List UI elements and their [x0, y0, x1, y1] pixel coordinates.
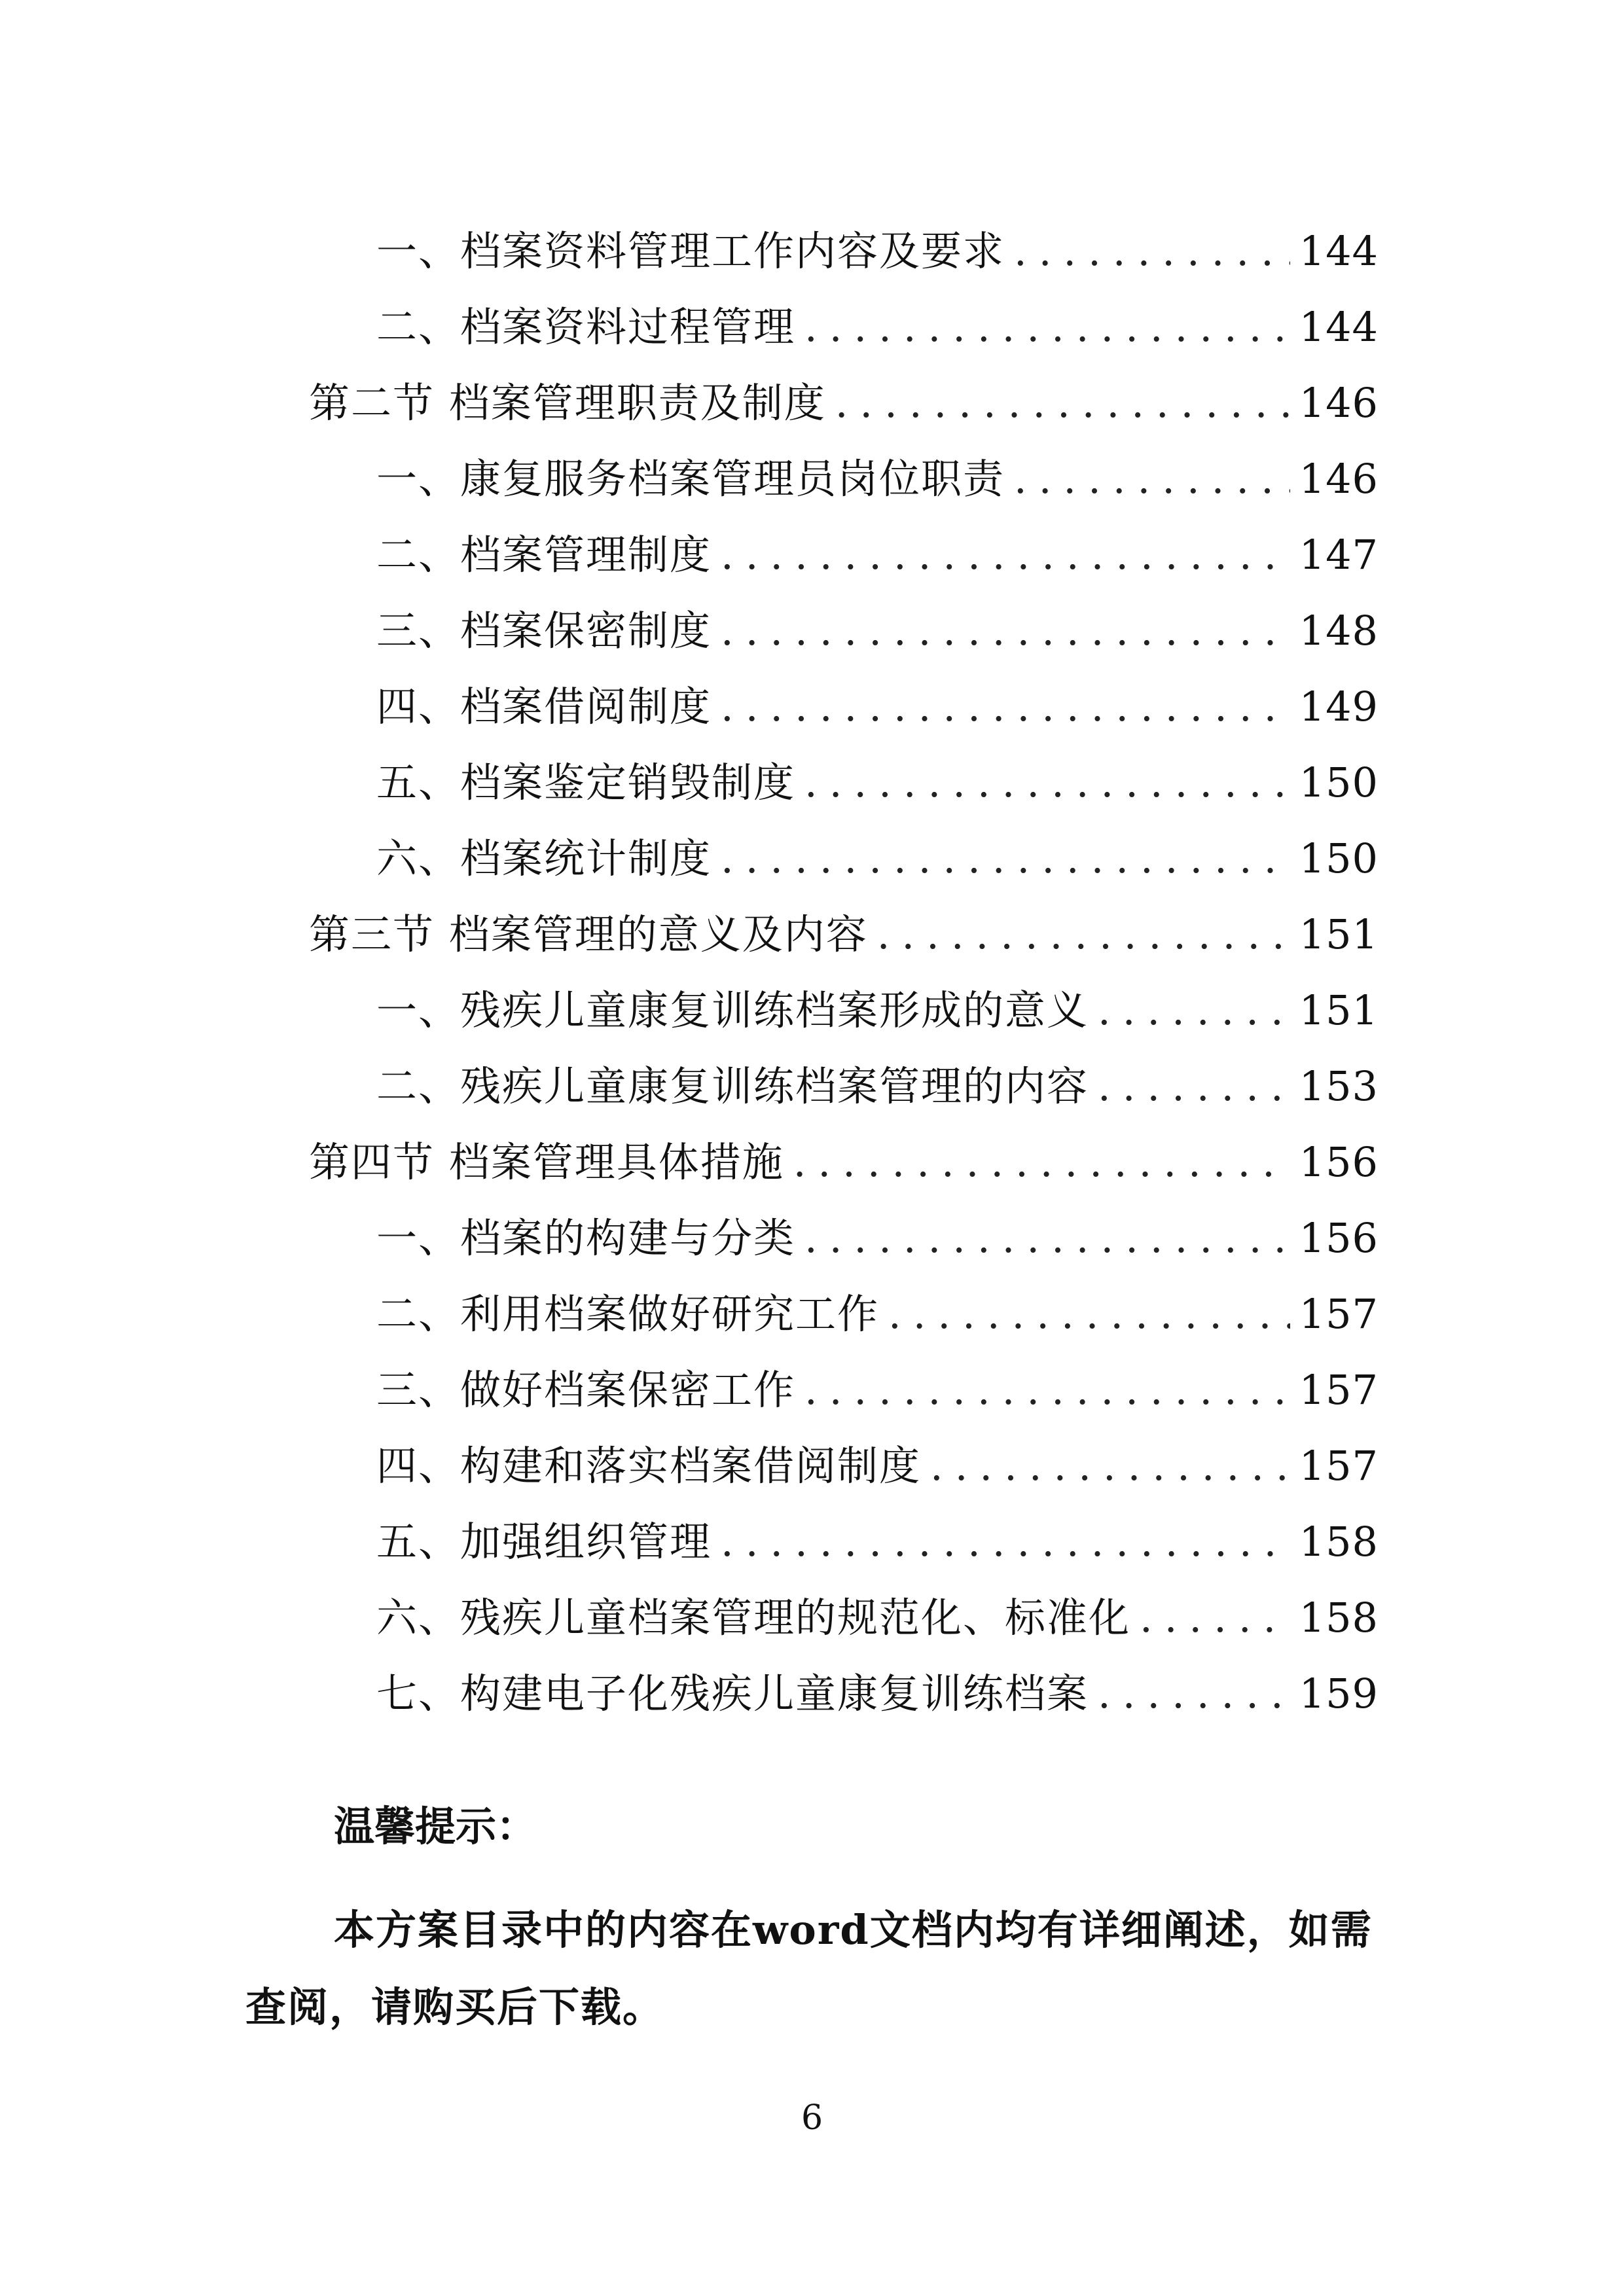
toc-dot-leader	[721, 838, 1290, 879]
toc-entry[interactable]	[376, 1421, 1379, 1490]
toc-section-entry[interactable]	[309, 358, 1379, 427]
toc-entry[interactable]	[376, 814, 1379, 882]
toc-entry[interactable]	[376, 434, 1379, 503]
toc-entry-label: 二、残疾儿童康复训练档案管理的内容	[376, 1062, 1089, 1110]
toc-entry-page: 158	[1299, 1518, 1379, 1566]
toc-dot-leader	[877, 914, 1290, 955]
toc-entry-page: 148	[1299, 607, 1379, 655]
toc-entry-label: 第四节 档案管理具体措施	[309, 1138, 784, 1186]
toc-entry-page: 150	[1299, 834, 1379, 882]
toc-entry-page: 144	[1299, 227, 1379, 275]
toc-dot-leader	[1098, 1674, 1290, 1714]
toc-entry[interactable]	[376, 586, 1379, 655]
toc-entry[interactable]	[376, 1649, 1379, 1717]
toc-entry[interactable]	[376, 1345, 1379, 1414]
toc-entry[interactable]	[376, 1193, 1379, 1262]
toc-entry-label: 第三节 档案管理的意义及内容	[309, 910, 868, 958]
toc-entry-page: 146	[1299, 455, 1379, 503]
toc-entry-label: 一、档案的构建与分类	[376, 1214, 796, 1262]
toc-entry-page: 151	[1299, 986, 1379, 1034]
toc-section-entry[interactable]	[309, 889, 1379, 958]
toc-entry[interactable]	[376, 1269, 1379, 1338]
toc-dot-leader	[721, 535, 1290, 575]
toc-dot-leader	[804, 1370, 1290, 1410]
toc-dot-leader	[804, 762, 1290, 803]
toc-entry-page: 153	[1299, 1062, 1379, 1110]
toc-entry[interactable]	[376, 738, 1379, 806]
toc-entry[interactable]	[376, 1497, 1379, 1566]
toc-entry-page: 157	[1299, 1442, 1379, 1490]
note-title: 温馨提示：	[334, 1803, 537, 1850]
toc-entry-label: 三、档案保密制度	[376, 607, 712, 655]
toc-dot-leader	[793, 1142, 1290, 1183]
toc-entry[interactable]	[376, 206, 1379, 275]
toc-entry-page: 157	[1299, 1366, 1379, 1414]
toc-entry-page: 159	[1299, 1670, 1379, 1717]
toc-dot-leader	[1014, 459, 1290, 499]
toc-entry[interactable]	[376, 1573, 1379, 1641]
toc-dot-leader	[721, 611, 1290, 651]
toc-entry-label: 七、构建电子化残疾儿童康复训练档案	[376, 1670, 1089, 1717]
toc-entry-label: 五、加强组织管理	[376, 1518, 712, 1566]
toc-entry-label: 二、档案资料过程管理	[376, 303, 796, 351]
toc-entry-label: 第二节 档案管理职责及制度	[309, 379, 826, 427]
toc-entry[interactable]	[376, 510, 1379, 579]
toc-entry-page: 158	[1299, 1594, 1379, 1641]
toc-entry-page: 156	[1299, 1138, 1379, 1186]
toc-entry-page: 156	[1299, 1214, 1379, 1262]
toc-entry-label: 二、利用档案做好研究工作	[376, 1290, 880, 1338]
toc-entry-page: 150	[1299, 759, 1379, 806]
toc-entry[interactable]	[376, 282, 1379, 351]
toc-dot-leader	[721, 1522, 1290, 1562]
toc-entry-label: 四、构建和落实档案借阅制度	[376, 1442, 922, 1490]
toc-dot-leader	[835, 383, 1290, 423]
toc-dot-leader	[1098, 1066, 1290, 1107]
toc-entry-label: 一、档案资料管理工作内容及要求	[376, 227, 1005, 275]
toc-dot-leader	[1098, 990, 1290, 1031]
note-body: 本方案目录中的内容在word文档内均有详细阐述，如需查阅，请购买后下载。	[245, 1906, 1373, 2031]
toc-entry[interactable]	[376, 1041, 1379, 1110]
toc-entry[interactable]	[376, 965, 1379, 1034]
toc-entry-page: 144	[1299, 303, 1379, 351]
toc-entry-label: 一、残疾儿童康复训练档案形成的意义	[376, 986, 1089, 1034]
toc-dot-leader	[1014, 231, 1290, 272]
toc-entry-label: 六、档案统计制度	[376, 834, 712, 882]
toc-entry-page: 157	[1299, 1290, 1379, 1338]
toc-dot-leader	[804, 307, 1290, 348]
toc-dot-leader	[721, 687, 1290, 727]
toc-dot-leader	[804, 1218, 1290, 1259]
toc-entry-page: 147	[1299, 531, 1379, 579]
toc-entry-page: 146	[1299, 379, 1379, 427]
toc-entry-page: 151	[1299, 910, 1379, 958]
toc-dot-leader	[930, 1446, 1290, 1486]
toc-entry-label: 一、康复服务档案管理员岗位职责	[376, 455, 1005, 503]
toc-entry-label: 四、档案借阅制度	[376, 683, 712, 730]
toc-entry-label: 六、残疾儿童档案管理的规范化、标准化	[376, 1594, 1131, 1641]
toc-section-entry[interactable]	[309, 1117, 1379, 1186]
toc-dot-leader	[1140, 1598, 1290, 1638]
toc-entry-label: 五、档案鉴定销毁制度	[376, 759, 796, 806]
page-number: 6	[801, 2098, 823, 2138]
toc-entry-label: 三、做好档案保密工作	[376, 1366, 796, 1414]
toc-dot-leader	[888, 1294, 1290, 1335]
toc-entry[interactable]	[376, 662, 1379, 730]
toc-entry-label: 二、档案管理制度	[376, 531, 712, 579]
toc-entry-page: 149	[1299, 683, 1379, 730]
